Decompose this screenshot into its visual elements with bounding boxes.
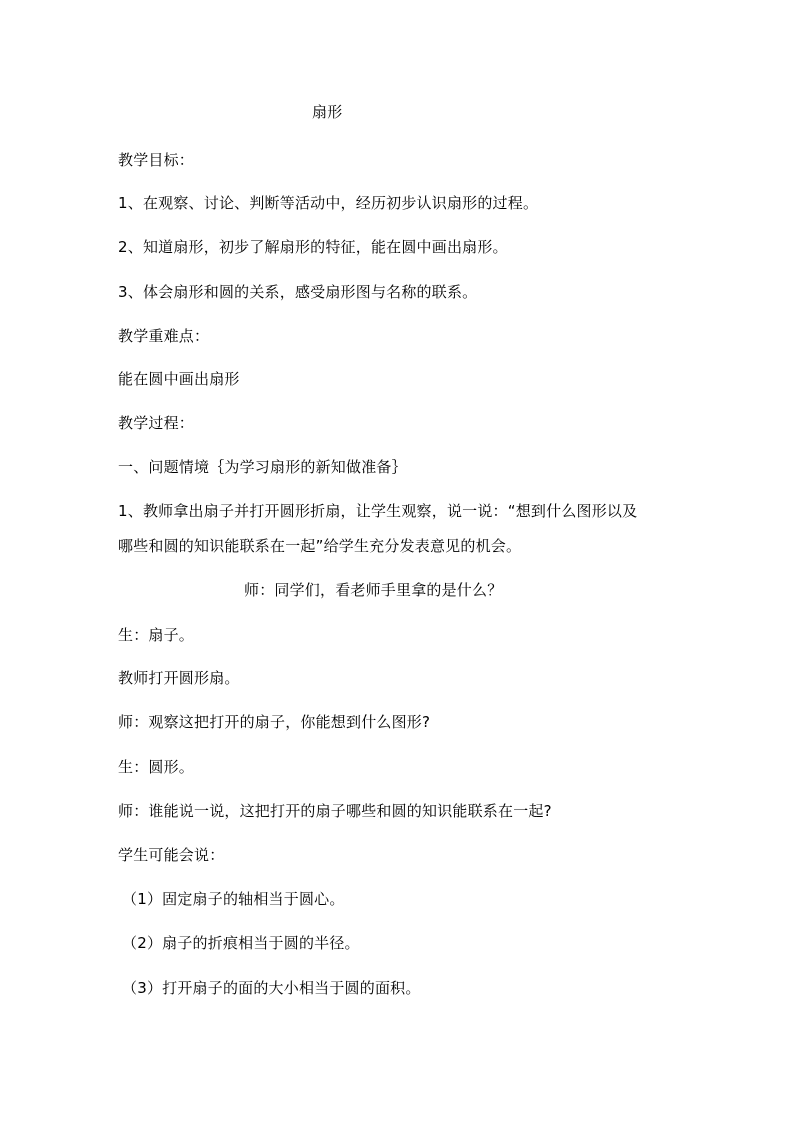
dialogue-line-6: 师：谁能说一说，这把打开的扇子哪些和圆的知识能联系在一起? — [118, 802, 552, 820]
dialogue-line-7: 学生可能会说： — [118, 846, 225, 864]
dialogue-line-4: 师：观察这把打开的扇子，你能想到什么图形? — [118, 713, 431, 731]
process-heading: 教学过程： — [118, 414, 195, 432]
answer-item-2: （2）扇子的折痕相当于圆的半径。 — [122, 934, 360, 952]
document-title: 扇形 — [312, 103, 343, 121]
objective-item-1: 1、在观察、讨论、判断等活动中，经历初步认识扇形的过程。 — [118, 194, 539, 212]
key-points-text: 能在圆中画出扇形 — [118, 370, 240, 388]
dialogue-line-3: 教师打开圆形扇。 — [118, 669, 240, 687]
dialogue-line-1: 师：同学们，看老师手里拿的是什么？ — [244, 581, 503, 599]
section-one-heading: 一、问题情境｛为学习扇形的新知做准备｝ — [118, 458, 407, 476]
key-points-heading: 教学重难点： — [118, 327, 210, 345]
answer-item-3: （3）打开扇子的面的大小相当于圆的面积。 — [122, 979, 421, 997]
step-one-line-2: 哪些和圆的知识能联系在一起”给学生充分发表意见的机会。 — [118, 537, 522, 555]
dialogue-line-2: 生：扇子。 — [118, 626, 195, 644]
dialogue-line-5: 生：圆形。 — [118, 758, 195, 776]
objectives-heading: 教学目标： — [118, 151, 195, 169]
objective-item-2: 2、知道扇形，初步了解扇形的特征，能在圆中画出扇形。 — [118, 238, 508, 256]
step-one-line-1: 1、教师拿出扇子并打开圆形折扇，让学生观察，说一说：“想到什么图形以及 — [118, 502, 638, 520]
objective-item-3: 3、体会扇形和圆的关系，感受扇形图与名称的联系。 — [118, 283, 478, 301]
answer-item-1: （1）固定扇子的轴相当于圆心。 — [122, 890, 345, 908]
